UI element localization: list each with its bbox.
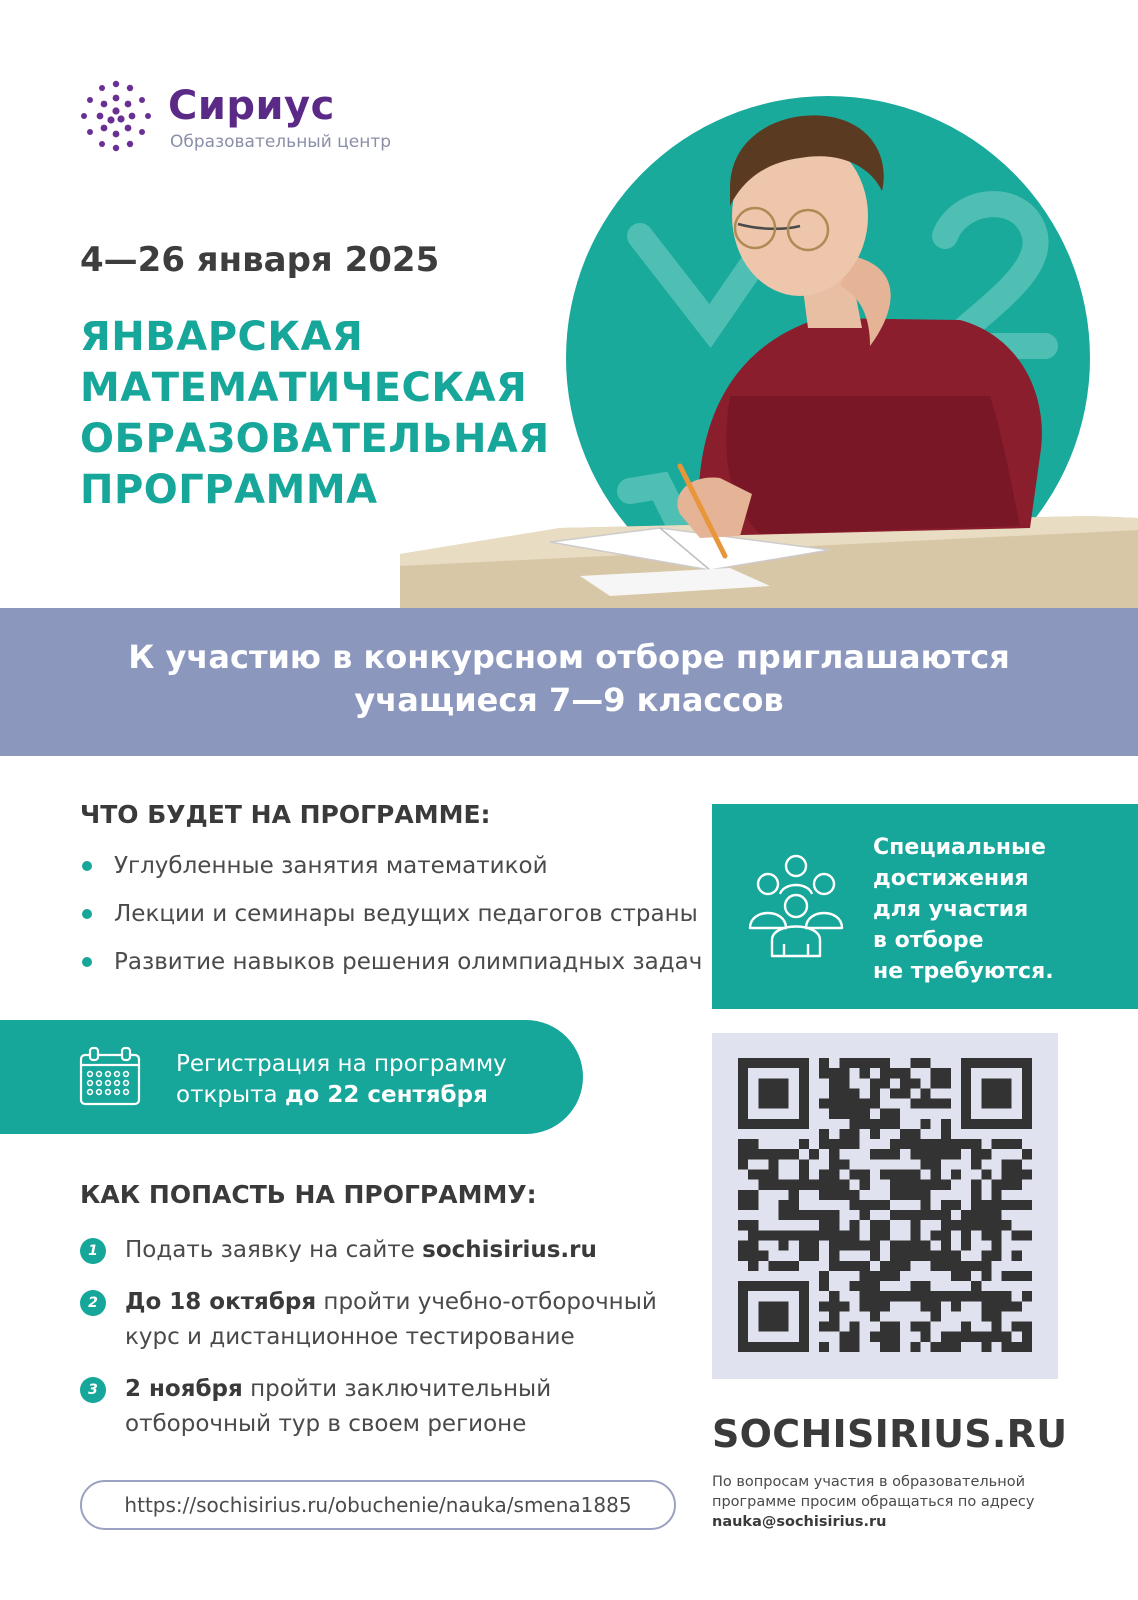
- step-link-text[interactable]: sochisirius.ru: [422, 1237, 597, 1263]
- hero-student-image: [400, 96, 1138, 608]
- program-title-line: МАТЕМАТИЧЕСКАЯ: [80, 365, 528, 411]
- program-features-heading: ЧТО БУДЕТ НА ПРОГРАММЕ:: [80, 800, 491, 829]
- registration-line-1: Регистрация на программу: [176, 1051, 507, 1077]
- feature-text: Лекции и семинары ведущих педагогов страны: [114, 901, 698, 927]
- registration-prefix: открыта: [176, 1082, 285, 1108]
- special-line: в отборе: [873, 928, 984, 953]
- how-to-apply-heading: КАК ПОПАСТЬ НА ПРОГРАММУ:: [80, 1180, 537, 1209]
- application-steps: [80, 1233, 657, 1442]
- registration-text: [176, 1049, 507, 1111]
- sirius-logo-mark: [78, 78, 154, 154]
- registration-deadline: до 22 сентября: [284, 1082, 488, 1108]
- calendar-icon: [78, 1045, 142, 1107]
- registration-line-2: [176, 1080, 507, 1111]
- step-text-part: Подать заявку на сайте: [125, 1237, 423, 1263]
- site-name[interactable]: SOCHISIRIUS.RU: [712, 1412, 1068, 1456]
- feature-item: [80, 850, 702, 898]
- step-number: 2: [80, 1290, 106, 1316]
- bullet-dot-icon: [82, 861, 92, 871]
- brand-subtitle: Образовательный центр: [170, 132, 392, 152]
- program-title-line: ЯНВАРСКАЯ: [80, 314, 364, 360]
- feature-item: [80, 946, 702, 994]
- program-url-link[interactable]: https://sochisirius.ru/obuchenie/nauka/smena1885: [80, 1480, 676, 1530]
- program-title-line: ОБРАЗОВАТЕЛЬНАЯ: [80, 416, 550, 462]
- invitation-text: [0, 636, 1138, 722]
- step-item: [80, 1372, 657, 1442]
- step-text: [125, 1233, 657, 1268]
- contact-info: [712, 1472, 1062, 1532]
- step-text-part: пройти заключительный: [242, 1376, 552, 1402]
- feature-item: [80, 898, 702, 946]
- step-text-line-2: отборочный тур в своем регионе: [125, 1411, 527, 1437]
- step-number: 1: [80, 1238, 106, 1264]
- step-text: [125, 1372, 657, 1407]
- bullet-dot-icon: [82, 957, 92, 967]
- step-deadline: До 18 октября: [125, 1289, 317, 1315]
- event-dates: 4—26 января 2025: [80, 240, 440, 280]
- group-of-people-icon: [744, 852, 848, 962]
- feature-text: Развитие навыков решения олимпиадных задач: [114, 949, 703, 975]
- brand-name: Сириус: [168, 83, 335, 129]
- program-features-list: [80, 850, 702, 994]
- contact-email-link[interactable]: nauka@sochisirius.ru: [712, 1514, 887, 1530]
- qr-code[interactable]: [738, 1058, 1032, 1352]
- feature-text: Углубленные занятия математикой: [114, 853, 548, 879]
- contact-line-2: программе просим обращаться по адресу: [712, 1494, 1035, 1510]
- contact-line-1: По вопросам участия в образовательной: [712, 1474, 1025, 1490]
- step-text-line-2: курс и дистанционное тестирование: [125, 1324, 575, 1350]
- step-number: 3: [80, 1377, 106, 1403]
- special-line: Специальные: [873, 835, 1046, 860]
- bullet-dot-icon: [82, 909, 92, 919]
- invitation-line-1: К участию в конкурсном отборе приглашаются: [128, 638, 1010, 676]
- special-line: для участия: [873, 897, 1029, 922]
- step-text: [125, 1285, 657, 1320]
- step-item: [80, 1233, 657, 1285]
- step-deadline: 2 ноября: [125, 1376, 243, 1402]
- program-title-line: ПРОГРАММА: [80, 467, 378, 513]
- step-text-part: пройти учебно-отборочный: [316, 1289, 657, 1315]
- special-line: достижения: [873, 866, 1029, 891]
- special-line: не требуются.: [873, 959, 1054, 984]
- special-achievements-text: [873, 832, 1123, 987]
- invitation-line-2: учащиеся 7—9 классов: [354, 681, 784, 719]
- step-item: [80, 1285, 657, 1372]
